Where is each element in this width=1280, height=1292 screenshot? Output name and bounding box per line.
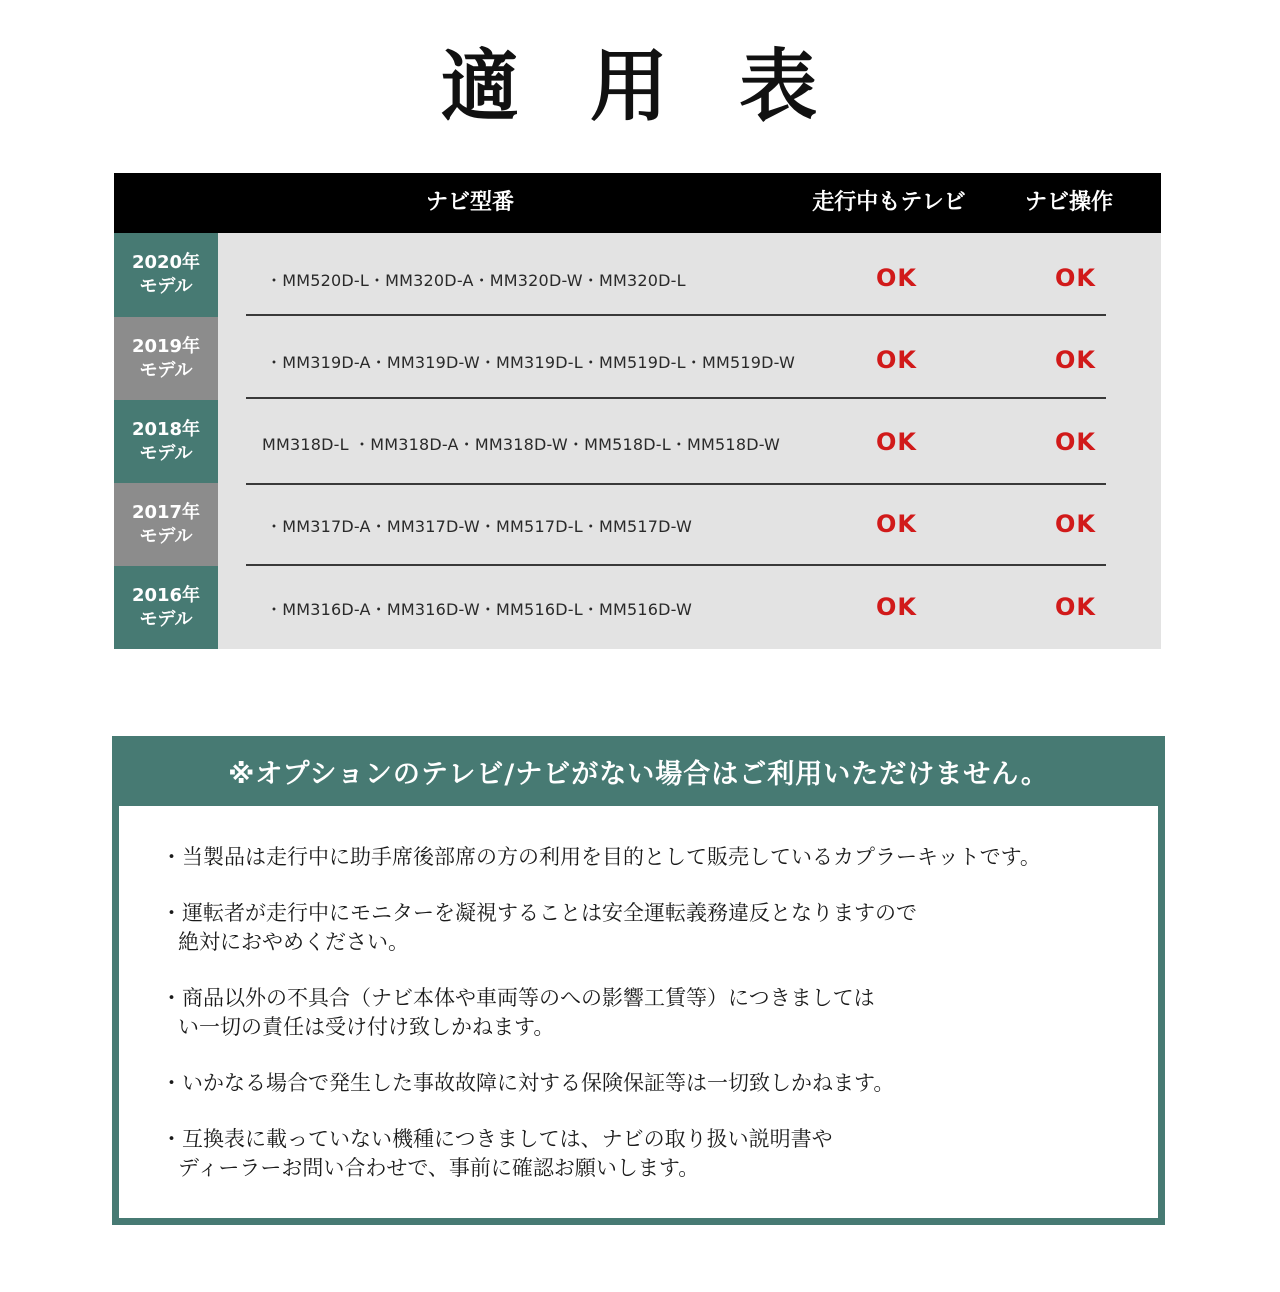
table-row-2019 [114,317,1161,400]
ok-driving-tv: OK [876,593,917,621]
ok-navi: OK [1055,593,1096,621]
ok-driving-tv: OK [876,264,917,292]
table-row-2016 [114,566,1161,649]
row-divider [246,314,1106,316]
model-numbers: ・MM317D-A・MM317D-W・MM517D-L・MM517D-W [266,517,693,536]
notice-item [161,984,875,1042]
model-numbers: MM318D-L ・MM318D-A・MM318D-W・MM518D-L・MM518D-W [262,435,781,454]
table-row-2017 [114,483,1161,566]
ok-navi: OK [1055,428,1096,456]
table-row-2018 [114,400,1161,483]
header-model: ナビ型番 [425,190,514,215]
notice-line-continued: い一切の責任は受け付け致しかねます。 [178,1015,555,1039]
notice-line-continued: 絶対におやめください。 [178,930,409,954]
notice-line: ・互換表に載っていない機種につきましては、ナビの取り扱い説明書や [161,1127,833,1151]
notice-line-continued: ディーラーお問い合わせで、事前に確認お願いします。 [178,1156,700,1180]
model-label: モデル [139,359,193,381]
model-label: モデル [139,442,193,464]
ok-driving-tv: OK [876,428,917,456]
notice-box [112,736,1165,1225]
ok-driving-tv: OK [876,346,917,374]
notice-heading: ※オプションのテレビ/ナビがない場合はご利用いただけません。 [119,743,1158,806]
row-divider [246,397,1106,399]
notice-item [161,1125,833,1183]
notice-item [161,1069,894,1098]
ok-navi: OK [1055,510,1096,538]
year-label: 2020年 [131,252,201,273]
model-label: モデル [139,276,193,297]
year-cell [114,400,218,483]
page-title: 適 用 表 [440,42,840,132]
model-label: モデル [139,608,193,630]
year-cell [114,317,218,400]
notice-item [161,843,1041,872]
year-cell [114,233,218,317]
table-header [114,173,1161,233]
notice-line: ・当製品は走行中に助手席後部席の方の利用を目的として販売しているカプラーキットです。 [161,845,1041,869]
year-label: 2018年 [131,418,201,440]
notice-line: ・商品以外の不具合（ナビ本体や車両等のへの影響工賃等）につきましては [161,986,875,1010]
ok-navi: OK [1055,346,1096,374]
year-label: 2017年 [131,501,201,523]
compatibility-table [114,173,1161,649]
header-driving-tv: 走行中もテレビ [812,190,966,215]
model-numbers: ・MM316D-A・MM316D-W・MM516D-L・MM516D-W [266,600,693,619]
model-numbers: ・MM319D-A・MM319D-W・MM319D-L・MM519D-L・MM519D-W [266,353,795,372]
year-label: 2016年 [131,584,201,606]
table-body [114,233,1161,649]
ok-navi: OK [1055,264,1096,292]
ok-driving-tv: OK [876,510,917,538]
notice-line: ・運転者が走行中にモニターを凝視することは安全運転義務違反となりますので [161,901,917,925]
notice-item [161,899,917,957]
table-row-2020 [114,233,1161,317]
header-navi: ナビ操作 [1024,190,1113,215]
year-label: 2019年 [131,335,201,357]
notice-line: ・いかなる場合で発生した事故故障に対する保険保証等は一切致しかねます。 [161,1071,895,1095]
model-numbers: ・MM520D-L・MM320D-A・MM320D-W・MM320D-L [266,271,686,290]
year-cell [114,483,218,566]
year-cell [114,566,218,649]
model-label: モデル [139,525,193,547]
